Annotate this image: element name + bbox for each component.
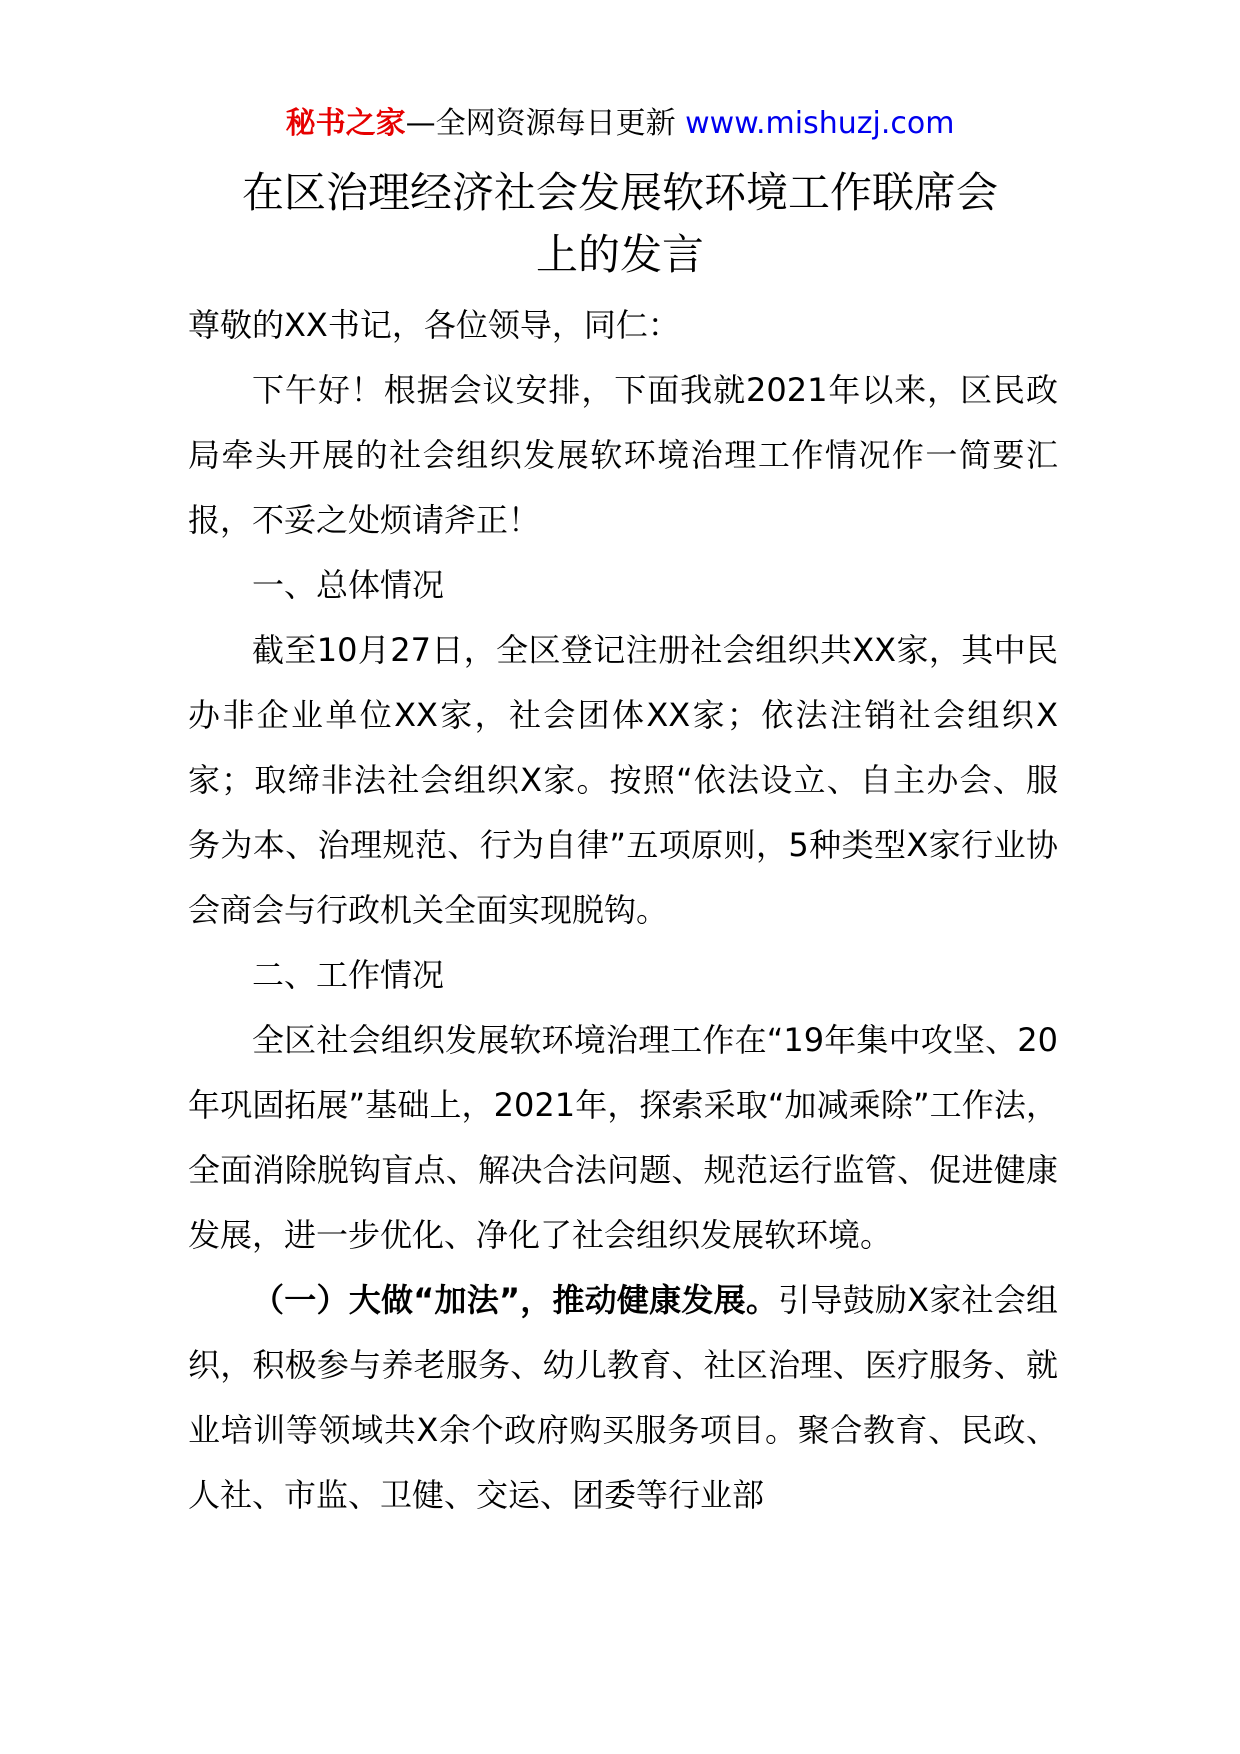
title-line-2: 上的发言 (535, 230, 704, 279)
section-heading-work: 二、工作情况 (252, 956, 445, 994)
opening-paragraph: 下午好！根据会议安排，下面我就2021年以来，区民政局牵头开展的社会组织发展软环境治理工作情况作一简要汇报，不妥之处烦请斧正！ (188, 371, 1058, 539)
document-body (188, 293, 1058, 1528)
work-paragraph: 全区社会组织发展软环境治理工作在“19年集中攻坚、20年巩固拓展”基础上，2021年，探索采取“加减乘除”工作法，全面消除脱钩盲点、解决合法问题、规范运行监管、促进健康发展，进一步优化、净化了社会组织发展软环境。 (188, 1021, 1058, 1254)
subsection-lead: （一）大做“加法”，推动健康发展。 (252, 1281, 779, 1319)
document-title (150, 162, 1090, 286)
header-tagline: —全网资源每日更新 (405, 106, 676, 141)
salutation: 尊敬的XX书记，各位领导，同仁： (188, 306, 680, 344)
subsection-paragraph (188, 1268, 1058, 1528)
section-heading-overview: 一、总体情况 (252, 566, 445, 604)
brand-name: 秘书之家 (285, 106, 406, 141)
subsection-body: 引导鼓励X家社会组织，积极参与养老服务、幼儿教育、社区治理、医疗服务、就业培训等领域共X余个政府购买服务项目。聚合教育、民政、人社、市监、卫健、交运、团委等行业部 (188, 1281, 1058, 1514)
overview-paragraph: 截至10月27日，全区登记注册社会组织共XX家，其中民办非企业单位XX家，社会团体XX家；依法注销社会组织X家；取缔非法社会组织X家。按照“依法设立、自主办会、服务为本、治理规范、行为自律”五项原则，5种类型X家行业协会商会与行政机关全面实现脱钩。 (188, 631, 1058, 929)
title-line-1: 在区治理经济社会发展软环境工作联席会 (241, 168, 998, 217)
header-banner (0, 100, 1240, 148)
site-url-link[interactable]: www.mishuzj.com (685, 106, 955, 141)
